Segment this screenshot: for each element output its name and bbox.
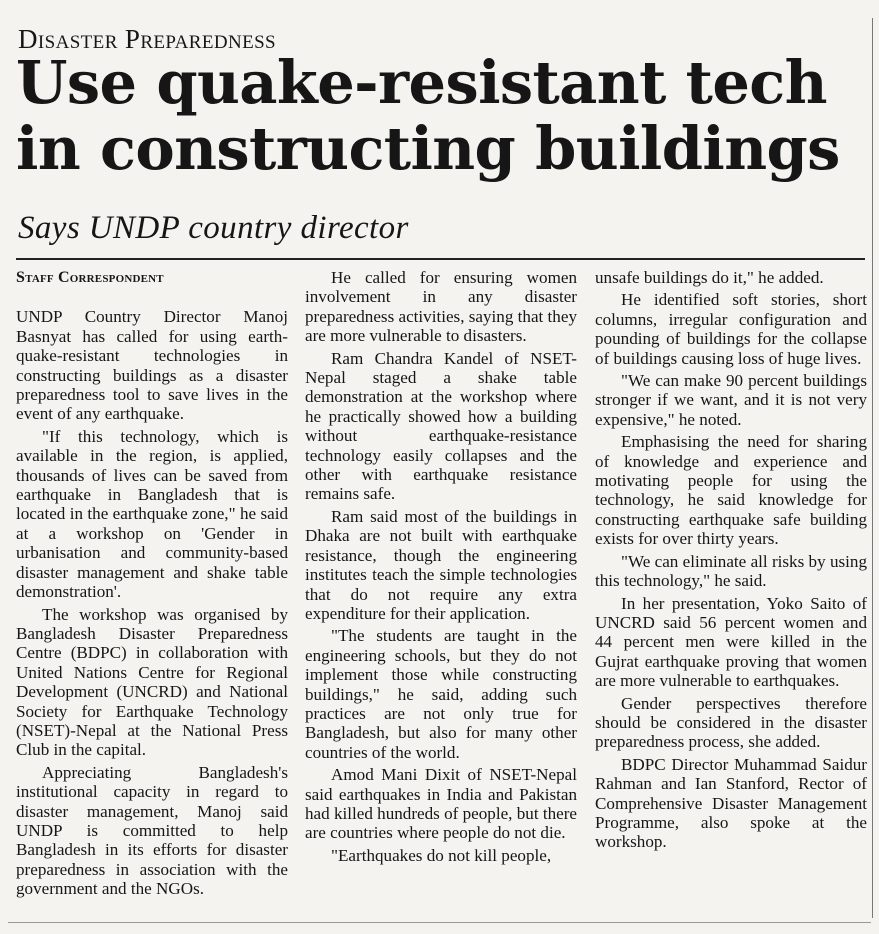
paragraph: unsafe buildings do it," he added. <box>595 268 824 287</box>
article-column-2 <box>305 268 577 868</box>
byline: Staff Correspondent <box>16 269 164 286</box>
paragraph: Gender perspectives therefore should be considered in the disaster preparedness process, she added. <box>595 693 867 752</box>
paragraph: Appreciating Bangladesh's institutional capacity in regard to disaster management, Manoj said UNDP is committed to help Bangladesh in its efforts for disaster preparedness in association with the government and the NGOs. <box>16 762 288 899</box>
paragraph: "If this technology, which is available in the region, is applied, thousands of lives can be saved from earthquake in Bangladesh that is located in the earthquake zone," he said at a workshop on 'Gender in urbanisation and community-based disaster management and shake table demonstration'. <box>16 426 288 602</box>
article-subhead: Says UNDP country director <box>18 210 409 246</box>
paragraph: He called for ensuring women involvement in any disaster preparedness activities, saying that they are more vulnerable to disasters. <box>305 268 577 346</box>
article-column-3 <box>595 268 867 855</box>
paragraph: "Earthquakes do not kill people, <box>331 845 552 865</box>
paragraph: The workshop was organised by Bangladesh Disaster Preparedness Centre (BDPC) in collaboration with United Nations Centre for Regional Development (UNCRD) and National Society for Earthquake Technology (NSET)-Nepal at the National Press Club in the capital. <box>16 604 288 760</box>
paragraph: UNDP Country Director Manoj Basnyat has called for using earth-quake-resistant technologies in constructing buildings as a disaster preparedness tool to save lives in the event of any earthquake. <box>16 307 288 424</box>
right-border-rule <box>872 18 873 918</box>
paragraph: In her presentation, Yoko Saito of UNCRD said 56 percent women and 44 percent men were killed in the Gujrat earthquake proving that women are more vulnerable to earthquakes. <box>595 593 867 691</box>
header-divider <box>16 258 865 260</box>
paragraph: Amod Mani Dixit of NSET-Nepal said earthquakes in India and Pakistan had killed hundreds of people, but there are countries where people do not die. <box>305 765 577 843</box>
section-kicker: Disaster Preparedness <box>18 24 277 54</box>
paragraph: BDPC Director Muhammad Saidur Rahman and Ian Stanford, Rector of Comprehensive Disaster Management Programme, also spoke at the workshop. <box>595 754 867 852</box>
paragraph: "We can eliminate all risks by using this technology," he said. <box>595 551 867 591</box>
paragraph: Ram said most of the buildings in Dhaka are not built with earthquake resistance, though the engineering institutes teach the simple technologies that do not require any extra expenditure for their application. <box>305 506 577 623</box>
article-headline: Use quake-resistant tech in constructing buildings <box>16 48 840 183</box>
article-column-1 <box>16 268 288 902</box>
paragraph: Ram Chandra Kandel of NSET-Nepal staged a shake table demonstration at the workshop where he practically showed how a building without earthquake-resistance technology easily collapses and the other with earthquake resistance remains safe. <box>305 348 577 504</box>
paragraph: He identified soft stories, short columns, irregular configuration and pounding of buildings for the collapse of buildings causing loss of huge lives. <box>595 290 867 368</box>
footer-divider <box>8 922 871 923</box>
paragraph: "We can make 90 percent buildings stronger if we want, and it is not very expensive," he noted. <box>595 371 867 429</box>
paragraph: "The students are taught in the engineering schools, but they do not implement those while constructing buildings," he said, adding such practices are not only true for Bangladesh, but also for many other countries of the world. <box>305 626 577 762</box>
paragraph: Emphasising the need for sharing of knowledge and experience and motivating people for using the technology, he said knowledge for constructing earthquake safe building exists for over thirty years. <box>595 432 867 549</box>
